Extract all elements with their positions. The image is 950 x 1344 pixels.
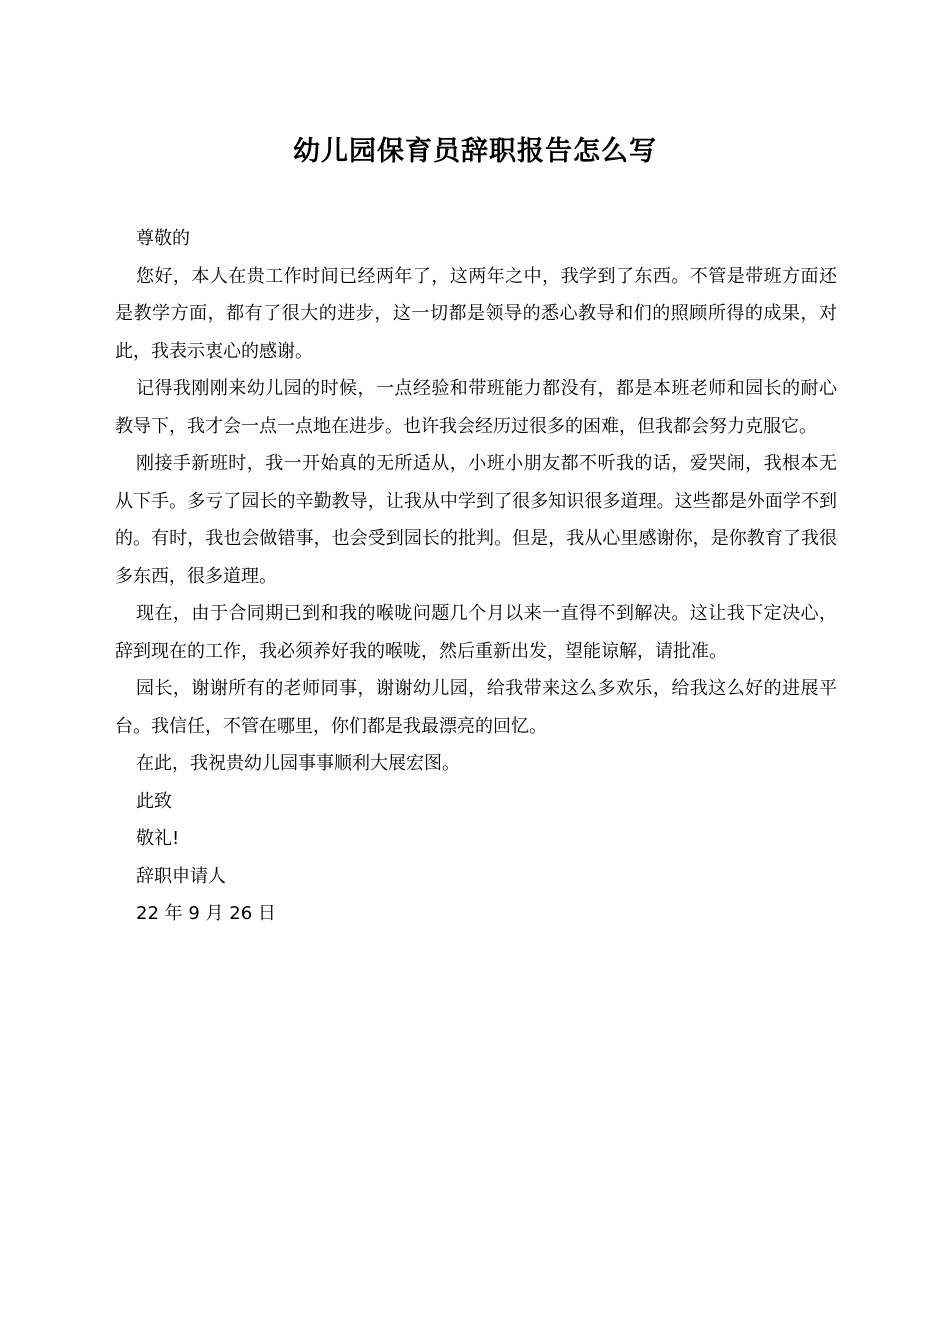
closing: 此致 [136, 790, 172, 812]
paragraph-greeting: 您好，本人在贵工作时间已经两年了，这两年之中，我学到了东西。不管是带班方面还是教学方面，都有了很大的进步，这一切都是领导的悉心教导和们的照顾所得的成果，对此，我表示衷心的感谢。 [115, 265, 837, 362]
signature: 辞职申请人 [136, 865, 226, 887]
date: 22 年 9 月 26 日 [136, 903, 276, 924]
salutation: 尊敬的 [136, 228, 190, 249]
document-body [115, 220, 837, 933]
paragraph-wishes: 在此，我祝贵幼儿园事事顺利大展宏图。 [136, 753, 460, 774]
paragraph-memories: 记得我刚刚来幼儿园的时候，一点经验和带班能力都没有，都是本班老师和园长的耐心教导下，我才会一点一点地在进步。也许我会经历过很多的困难，但我都会努力克服它。 [115, 378, 837, 437]
regards: 敬礼! [136, 828, 180, 849]
document-title: 幼儿园保育员辞职报告怎么写 [293, 136, 657, 167]
paragraph-thanks: 园长，谢谢所有的老师同事，谢谢幼儿园，给我带来这么多欢乐，给我这么好的进展平台。我信任，不管在哪里，你们都是我最漂亮的回忆。 [115, 678, 837, 737]
paragraph-reason: 现在，由于合同期已到和我的喉咙问题几个月以来一直得不到解决。这让我下定决心，辞到现在的工作，我必须养好我的喉咙，然后重新出发，望能谅解，请批准。 [115, 603, 837, 662]
paragraph-new-class: 刚接手新班时，我一开始真的无所适从，小班小朋友都不听我的话，爱哭闹，我根本无从下手。多亏了园长的辛勤教导，让我从中学到了很多知识很多道理。这些都是外面学不到的。有时，我也会做错事，也会受到园长的批判。但是，我从心里感谢你，是你教育了我很多东西，很多道理。 [115, 453, 837, 587]
